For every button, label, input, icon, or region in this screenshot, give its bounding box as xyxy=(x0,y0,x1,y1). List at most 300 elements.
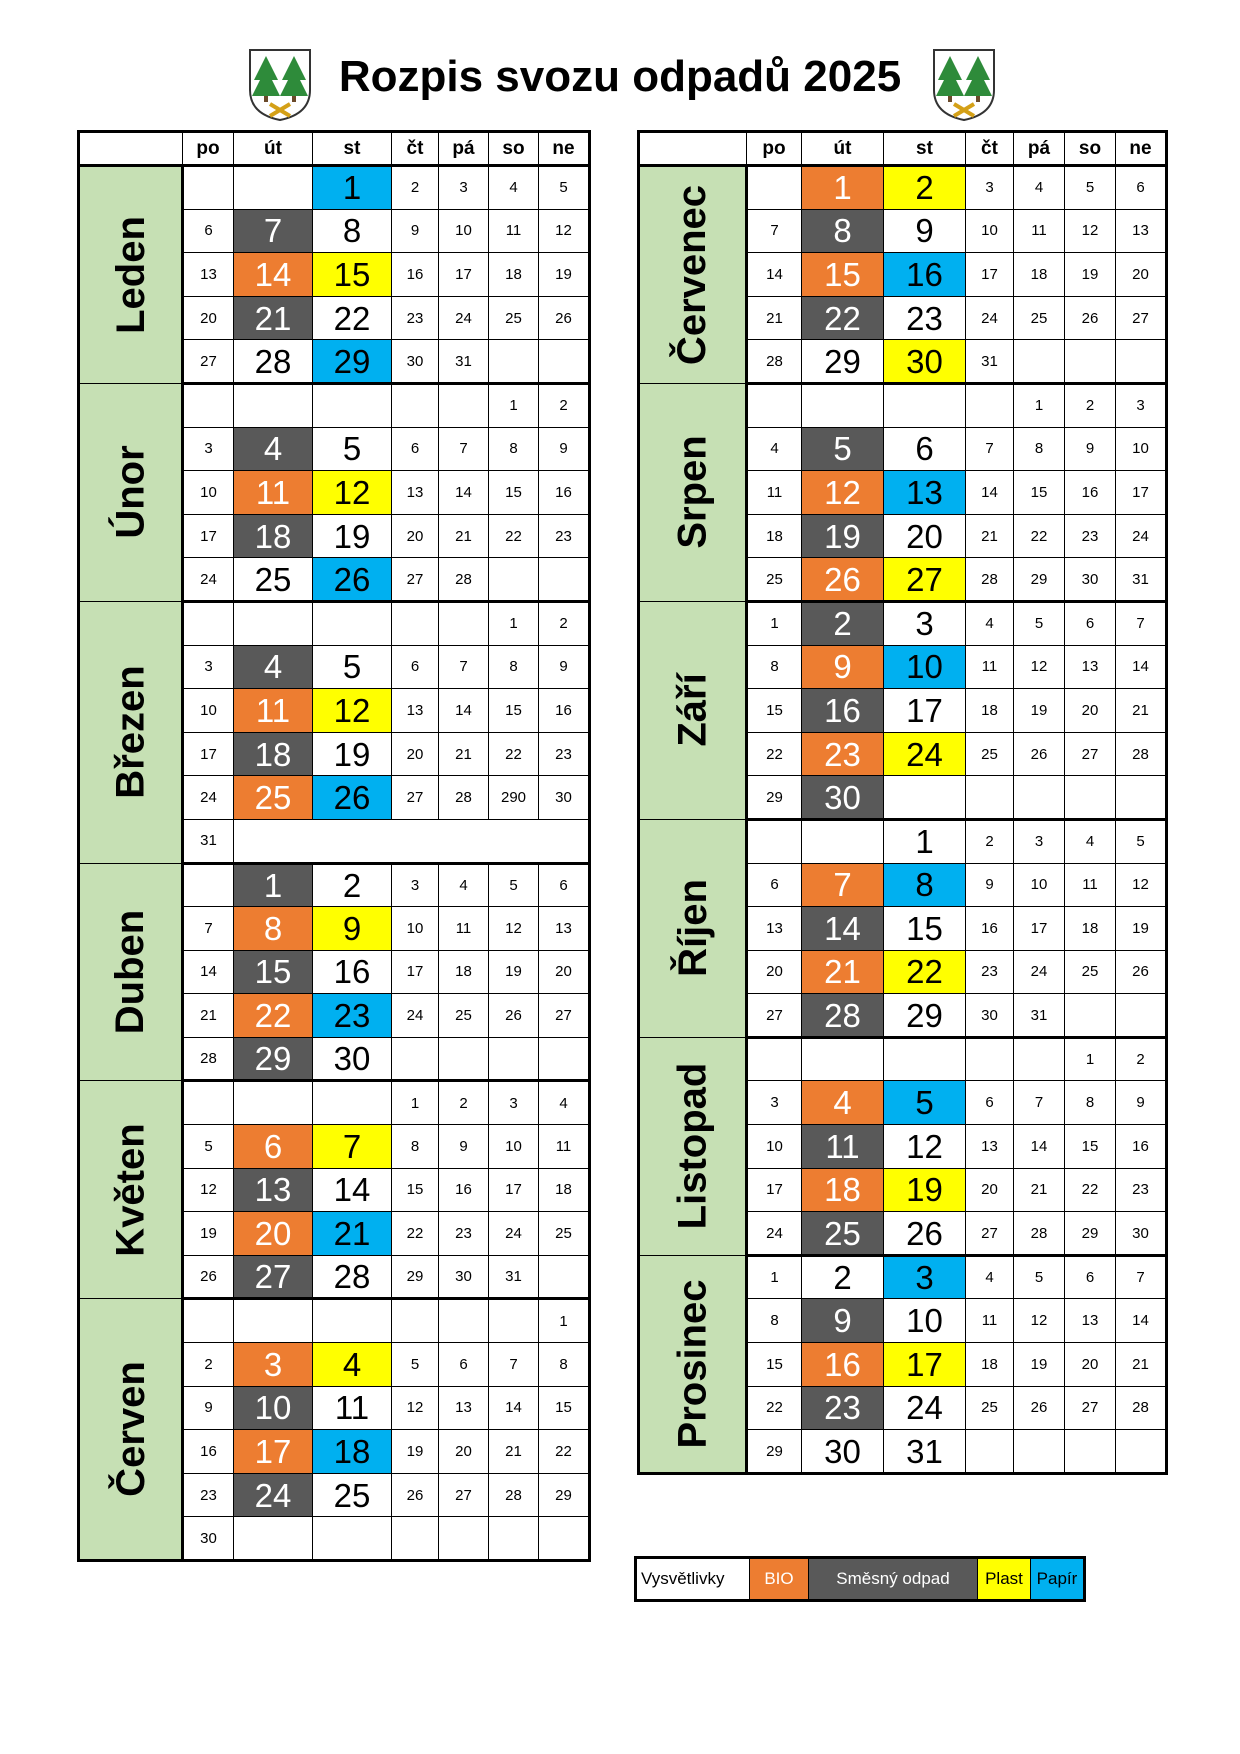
day-cell: 5 xyxy=(539,166,590,210)
day-cell: 29 xyxy=(1014,558,1065,602)
collection-day-papir: 21 xyxy=(313,1212,392,1256)
day-cell: 20 xyxy=(1065,689,1116,733)
month-label-cell xyxy=(79,166,183,384)
collection-day-plast: 15 xyxy=(313,253,392,297)
day-cell: 13 xyxy=(392,689,439,733)
day-cell: 1 xyxy=(489,601,539,645)
day-cell: 2 xyxy=(183,1343,234,1387)
week-row xyxy=(639,1255,1167,1299)
empty-cell xyxy=(802,1037,884,1081)
collection-day-papir: 3 xyxy=(884,1255,966,1299)
collection-day-cell: 19 xyxy=(313,732,392,776)
day-cell: 23 xyxy=(539,732,590,776)
day-cell: 21 xyxy=(1116,1343,1167,1387)
calendar-left xyxy=(77,130,591,1562)
day-cell: 30 xyxy=(966,994,1014,1038)
collection-day-papir: 8 xyxy=(884,863,966,907)
collection-day-papir: 16 xyxy=(884,253,966,297)
collection-day-plast: 12 xyxy=(313,689,392,733)
day-cell: 13 xyxy=(539,907,590,951)
day-cell: 17 xyxy=(966,253,1014,297)
day-cell: 30 xyxy=(439,1255,489,1299)
day-cell: 27 xyxy=(439,1473,489,1517)
day-cell: 25 xyxy=(966,732,1014,776)
day-cell: 18 xyxy=(966,689,1014,733)
day-cell: 14 xyxy=(1014,1125,1065,1169)
day-cell: 13 xyxy=(1065,645,1116,689)
collection-day-cell: 24 xyxy=(884,1386,966,1430)
day-cell: 24 xyxy=(183,776,234,820)
month-name: Květen xyxy=(108,1123,153,1257)
day-cell: 15 xyxy=(747,689,802,733)
day-cell: 25 xyxy=(539,1212,590,1256)
week-row xyxy=(79,166,590,210)
collection-day-papir: 5 xyxy=(884,1081,966,1125)
collection-day-cell: 1 xyxy=(884,819,966,863)
day-cell: 14 xyxy=(439,689,489,733)
day-cell: 10 xyxy=(183,471,234,515)
empty-cell xyxy=(392,383,439,427)
day-cell: 24 xyxy=(489,1212,539,1256)
collection-day-bio: 16 xyxy=(802,1343,884,1387)
day-cell: 4 xyxy=(966,601,1014,645)
day-cell: 30 xyxy=(1065,558,1116,602)
empty-cell xyxy=(1065,776,1116,820)
day-cell: 1 xyxy=(539,1299,590,1343)
day-cell: 2 xyxy=(392,166,439,210)
collection-day-bio: 1 xyxy=(802,166,884,210)
day-cell: 15 xyxy=(392,1168,439,1212)
empty-cell xyxy=(439,1517,489,1561)
day-cell: 29 xyxy=(392,1255,439,1299)
day-cell: 30 xyxy=(539,776,590,820)
empty-cell xyxy=(539,1517,590,1561)
day-cell: 28 xyxy=(183,1037,234,1081)
header-corner xyxy=(79,132,183,166)
collection-day-papir: 29 xyxy=(313,340,392,384)
day-cell: 25 xyxy=(966,1386,1014,1430)
day-cell: 5 xyxy=(183,1125,234,1169)
empty-cell xyxy=(439,383,489,427)
collection-day-bio: 12 xyxy=(802,471,884,515)
day-cell: 31 xyxy=(1116,558,1167,602)
empty-cell xyxy=(439,1299,489,1343)
collection-day-cell: 22 xyxy=(313,296,392,340)
empty-cell xyxy=(1116,1430,1167,1474)
empty-cell xyxy=(966,1037,1014,1081)
day-cell: 14 xyxy=(1116,1299,1167,1343)
day-cell: 13 xyxy=(1065,1299,1116,1343)
day-cell: 31 xyxy=(489,1255,539,1299)
weekday-header: út xyxy=(234,132,313,166)
day-cell: 26 xyxy=(1014,732,1065,776)
day-cell: 5 xyxy=(1014,1255,1065,1299)
empty-cell xyxy=(1116,776,1167,820)
empty-cell xyxy=(1065,1430,1116,1474)
empty-cell xyxy=(183,1299,234,1343)
collection-day-mix: 18 xyxy=(234,514,313,558)
day-cell: 5 xyxy=(489,863,539,907)
day-cell: 29 xyxy=(747,1430,802,1474)
month-label-cell xyxy=(639,383,747,601)
empty-cell xyxy=(966,776,1014,820)
empty-cell xyxy=(747,819,802,863)
collection-day-cell: 5 xyxy=(313,427,392,471)
empty-cell xyxy=(313,383,392,427)
day-cell: 10 xyxy=(439,209,489,253)
day-cell: 24 xyxy=(1116,514,1167,558)
day-cell: 10 xyxy=(747,1125,802,1169)
empty-cell xyxy=(392,1517,439,1561)
empty-cell xyxy=(234,1299,313,1343)
day-cell: 5 xyxy=(1116,819,1167,863)
empty-cell xyxy=(539,1037,590,1081)
empty-cell xyxy=(747,166,802,210)
day-cell: 4 xyxy=(539,1081,590,1125)
collection-day-bio: 7 xyxy=(802,863,884,907)
collection-day-cell: 23 xyxy=(884,296,966,340)
day-cell: 9 xyxy=(966,863,1014,907)
collection-day-bio: 26 xyxy=(802,558,884,602)
weekday-header: so xyxy=(1065,132,1116,166)
day-cell: 22 xyxy=(1014,514,1065,558)
day-cell: 2 xyxy=(539,601,590,645)
empty-cell xyxy=(884,383,966,427)
day-cell: 21 xyxy=(1116,689,1167,733)
day-cell: 6 xyxy=(439,1343,489,1387)
day-cell: 10 xyxy=(489,1125,539,1169)
day-cell: 8 xyxy=(747,1299,802,1343)
day-cell: 19 xyxy=(183,1212,234,1256)
day-cell: 29 xyxy=(1065,1212,1116,1256)
day-cell: 21 xyxy=(966,514,1014,558)
collection-day-bio: 6 xyxy=(234,1125,313,1169)
collection-day-mix: 21 xyxy=(234,296,313,340)
day-cell: 28 xyxy=(439,558,489,602)
day-cell: 2 xyxy=(966,819,1014,863)
week-row xyxy=(79,1299,590,1343)
collection-day-plast: 12 xyxy=(313,471,392,515)
collection-day-bio: 11 xyxy=(234,689,313,733)
collection-day-plast: 17 xyxy=(884,1343,966,1387)
month-name: Prosinec xyxy=(670,1279,715,1449)
collection-day-mix: 27 xyxy=(234,1255,313,1299)
day-cell: 13 xyxy=(1116,209,1167,253)
collection-day-cell: 28 xyxy=(234,340,313,384)
collection-day-papir: 26 xyxy=(313,558,392,602)
day-cell: 18 xyxy=(539,1168,590,1212)
day-cell: 9 xyxy=(1065,427,1116,471)
collection-day-mix: 25 xyxy=(802,1212,884,1256)
collection-day-cell: 12 xyxy=(884,1125,966,1169)
day-cell: 17 xyxy=(1014,907,1065,951)
collection-day-mix: 4 xyxy=(234,645,313,689)
day-cell: 26 xyxy=(1065,296,1116,340)
empty-cell xyxy=(489,1037,539,1081)
day-cell: 20 xyxy=(439,1430,489,1474)
day-cell: 10 xyxy=(1116,427,1167,471)
empty-cell xyxy=(884,776,966,820)
month-name: Únor xyxy=(108,445,153,540)
day-cell: 13 xyxy=(747,907,802,951)
day-cell: 27 xyxy=(539,994,590,1038)
day-cell: 30 xyxy=(392,340,439,384)
month-name: Leden xyxy=(108,216,153,334)
day-cell: 1 xyxy=(1014,383,1065,427)
day-cell: 7 xyxy=(183,907,234,951)
day-cell: 1 xyxy=(392,1081,439,1125)
day-cell: 24 xyxy=(747,1212,802,1256)
empty-cell xyxy=(539,340,590,384)
day-cell: 18 xyxy=(489,253,539,297)
empty-cell xyxy=(234,819,590,863)
empty-cell xyxy=(234,383,313,427)
empty-cell xyxy=(183,166,234,210)
day-cell: 11 xyxy=(966,1299,1014,1343)
day-cell: 27 xyxy=(747,994,802,1038)
empty-cell xyxy=(439,1037,489,1081)
day-cell: 5 xyxy=(1014,601,1065,645)
day-cell: 13 xyxy=(966,1125,1014,1169)
legend-bio: BIO xyxy=(750,1558,809,1601)
collection-day-mix: 10 xyxy=(234,1386,313,1430)
day-cell: 18 xyxy=(1014,253,1065,297)
day-cell: 19 xyxy=(489,950,539,994)
empty-cell xyxy=(966,383,1014,427)
collection-day-plast: 7 xyxy=(313,1125,392,1169)
day-cell: 25 xyxy=(439,994,489,1038)
weekday-header-row xyxy=(79,132,590,166)
empty-cell xyxy=(392,601,439,645)
collection-day-mix: 7 xyxy=(234,209,313,253)
weekday-header: so xyxy=(489,132,539,166)
day-cell: 2 xyxy=(1116,1037,1167,1081)
month-label-cell xyxy=(79,1299,183,1561)
collection-day-bio: 21 xyxy=(802,950,884,994)
empty-cell xyxy=(747,383,802,427)
day-cell: 4 xyxy=(1065,819,1116,863)
day-cell: 9 xyxy=(183,1386,234,1430)
day-cell: 17 xyxy=(489,1168,539,1212)
day-cell: 4 xyxy=(1014,166,1065,210)
collection-day-bio: 9 xyxy=(802,645,884,689)
weekday-header: čt xyxy=(392,132,439,166)
day-cell: 9 xyxy=(539,645,590,689)
day-cell: 6 xyxy=(1116,166,1167,210)
empty-cell xyxy=(234,601,313,645)
day-cell: 29 xyxy=(539,1473,590,1517)
weekday-header: ne xyxy=(539,132,590,166)
day-cell: 17 xyxy=(392,950,439,994)
day-cell: 6 xyxy=(966,1081,1014,1125)
collection-day-cell: 2 xyxy=(802,1255,884,1299)
legend xyxy=(634,1556,1086,1602)
day-cell: 17 xyxy=(439,253,489,297)
collection-day-cell: 9 xyxy=(884,209,966,253)
month-name: Listopad xyxy=(670,1063,715,1230)
day-cell: 21 xyxy=(747,296,802,340)
day-cell: 19 xyxy=(392,1430,439,1474)
day-cell: 12 xyxy=(183,1168,234,1212)
day-cell: 7 xyxy=(1116,601,1167,645)
day-cell: 6 xyxy=(392,427,439,471)
collection-day-cell: 6 xyxy=(884,427,966,471)
day-cell: 25 xyxy=(1065,950,1116,994)
month-label-cell xyxy=(639,1255,747,1473)
day-cell: 23 xyxy=(183,1473,234,1517)
week-row xyxy=(639,383,1167,427)
empty-cell xyxy=(234,1517,313,1561)
day-cell: 26 xyxy=(183,1255,234,1299)
month-label-cell xyxy=(79,863,183,1081)
empty-cell xyxy=(489,1299,539,1343)
collection-day-bio: 20 xyxy=(234,1212,313,1256)
collection-day-cell: 30 xyxy=(313,1037,392,1081)
day-cell: 16 xyxy=(539,471,590,515)
collection-day-cell: 2 xyxy=(313,863,392,907)
day-cell: 7 xyxy=(747,209,802,253)
legend-label: Vysvětlivky xyxy=(636,1558,750,1601)
collection-day-plast: 19 xyxy=(884,1168,966,1212)
day-cell: 28 xyxy=(747,340,802,384)
day-cell: 12 xyxy=(539,209,590,253)
collection-day-cell: 3 xyxy=(884,601,966,645)
weekday-header: po xyxy=(183,132,234,166)
empty-cell xyxy=(1014,340,1065,384)
day-cell: 27 xyxy=(392,776,439,820)
day-cell: 23 xyxy=(439,1212,489,1256)
day-cell: 24 xyxy=(183,558,234,602)
day-cell: 31 xyxy=(439,340,489,384)
day-cell: 18 xyxy=(966,1343,1014,1387)
collection-day-cell: 5 xyxy=(313,645,392,689)
day-cell: 19 xyxy=(1116,907,1167,951)
day-cell: 4 xyxy=(966,1255,1014,1299)
collection-day-cell: 14 xyxy=(313,1168,392,1212)
day-cell: 21 xyxy=(439,514,489,558)
day-cell: 25 xyxy=(747,558,802,602)
collection-day-mix: 5 xyxy=(802,427,884,471)
day-cell: 20 xyxy=(539,950,590,994)
month-label-cell xyxy=(639,819,747,1037)
collection-day-bio: 23 xyxy=(802,732,884,776)
collection-day-plast: 2 xyxy=(884,166,966,210)
day-cell: 8 xyxy=(1014,427,1065,471)
day-cell: 22 xyxy=(1065,1168,1116,1212)
day-cell: 1 xyxy=(1065,1037,1116,1081)
empty-cell xyxy=(183,601,234,645)
empty-cell xyxy=(183,863,234,907)
collection-day-cell: 25 xyxy=(313,1473,392,1517)
day-cell: 19 xyxy=(1014,1343,1065,1387)
collection-day-mix: 29 xyxy=(234,1037,313,1081)
empty-cell xyxy=(489,340,539,384)
day-cell: 7 xyxy=(439,427,489,471)
day-cell: 14 xyxy=(439,471,489,515)
empty-cell xyxy=(1116,994,1167,1038)
month-label-cell xyxy=(639,601,747,819)
collection-day-plast: 24 xyxy=(884,732,966,776)
empty-cell xyxy=(489,558,539,602)
empty-cell xyxy=(234,166,313,210)
day-cell: 14 xyxy=(966,471,1014,515)
day-cell: 290 xyxy=(489,776,539,820)
empty-cell xyxy=(313,1517,392,1561)
day-cell: 12 xyxy=(392,1386,439,1430)
day-cell: 23 xyxy=(539,514,590,558)
day-cell: 3 xyxy=(183,645,234,689)
legend-mixed-waste: Směsný odpad xyxy=(809,1558,978,1601)
day-cell: 14 xyxy=(489,1386,539,1430)
collection-day-cell: 26 xyxy=(884,1212,966,1256)
day-cell: 15 xyxy=(539,1386,590,1430)
month-name: Červen xyxy=(108,1361,153,1498)
month-name: Srpen xyxy=(670,435,715,550)
day-cell: 25 xyxy=(489,296,539,340)
day-cell: 10 xyxy=(1014,863,1065,907)
day-cell: 12 xyxy=(1065,209,1116,253)
collection-day-papir: 18 xyxy=(313,1430,392,1474)
day-cell: 19 xyxy=(1014,689,1065,733)
day-cell: 8 xyxy=(539,1343,590,1387)
collection-day-mix: 14 xyxy=(802,907,884,951)
day-cell: 23 xyxy=(392,296,439,340)
week-row xyxy=(639,601,1167,645)
empty-cell xyxy=(539,1255,590,1299)
collection-day-mix: 28 xyxy=(802,994,884,1038)
collection-day-mix: 23 xyxy=(802,1386,884,1430)
day-cell: 24 xyxy=(1014,950,1065,994)
collection-day-mix: 13 xyxy=(234,1168,313,1212)
day-cell: 12 xyxy=(1014,1299,1065,1343)
collection-day-cell: 19 xyxy=(313,514,392,558)
weekday-header: po xyxy=(747,132,802,166)
collection-day-cell: 8 xyxy=(313,209,392,253)
day-cell: 12 xyxy=(489,907,539,951)
month-label-cell xyxy=(79,601,183,863)
weekday-header: čt xyxy=(966,132,1014,166)
collection-day-mix: 16 xyxy=(802,689,884,733)
empty-cell xyxy=(392,1037,439,1081)
calendar-right xyxy=(637,130,1168,1475)
empty-cell xyxy=(1014,776,1065,820)
header-corner xyxy=(639,132,747,166)
day-cell: 15 xyxy=(489,471,539,515)
day-cell: 25 xyxy=(1014,296,1065,340)
day-cell: 16 xyxy=(966,907,1014,951)
day-cell: 13 xyxy=(183,253,234,297)
collection-day-cell: 16 xyxy=(313,950,392,994)
day-cell: 31 xyxy=(966,340,1014,384)
collection-day-cell: 15 xyxy=(884,907,966,951)
collection-day-mix: 8 xyxy=(802,209,884,253)
empty-cell xyxy=(802,819,884,863)
collection-day-papir: 1 xyxy=(313,166,392,210)
empty-cell xyxy=(1065,340,1116,384)
empty-cell xyxy=(183,1081,234,1125)
day-cell: 7 xyxy=(439,645,489,689)
week-row xyxy=(79,601,590,645)
collection-day-mix: 11 xyxy=(802,1125,884,1169)
day-cell: 3 xyxy=(1116,383,1167,427)
week-row xyxy=(639,1037,1167,1081)
day-cell: 6 xyxy=(1065,601,1116,645)
collection-day-bio: 15 xyxy=(802,253,884,297)
empty-cell xyxy=(802,383,884,427)
collection-day-papir: 13 xyxy=(884,471,966,515)
day-cell: 4 xyxy=(439,863,489,907)
day-cell: 10 xyxy=(966,209,1014,253)
